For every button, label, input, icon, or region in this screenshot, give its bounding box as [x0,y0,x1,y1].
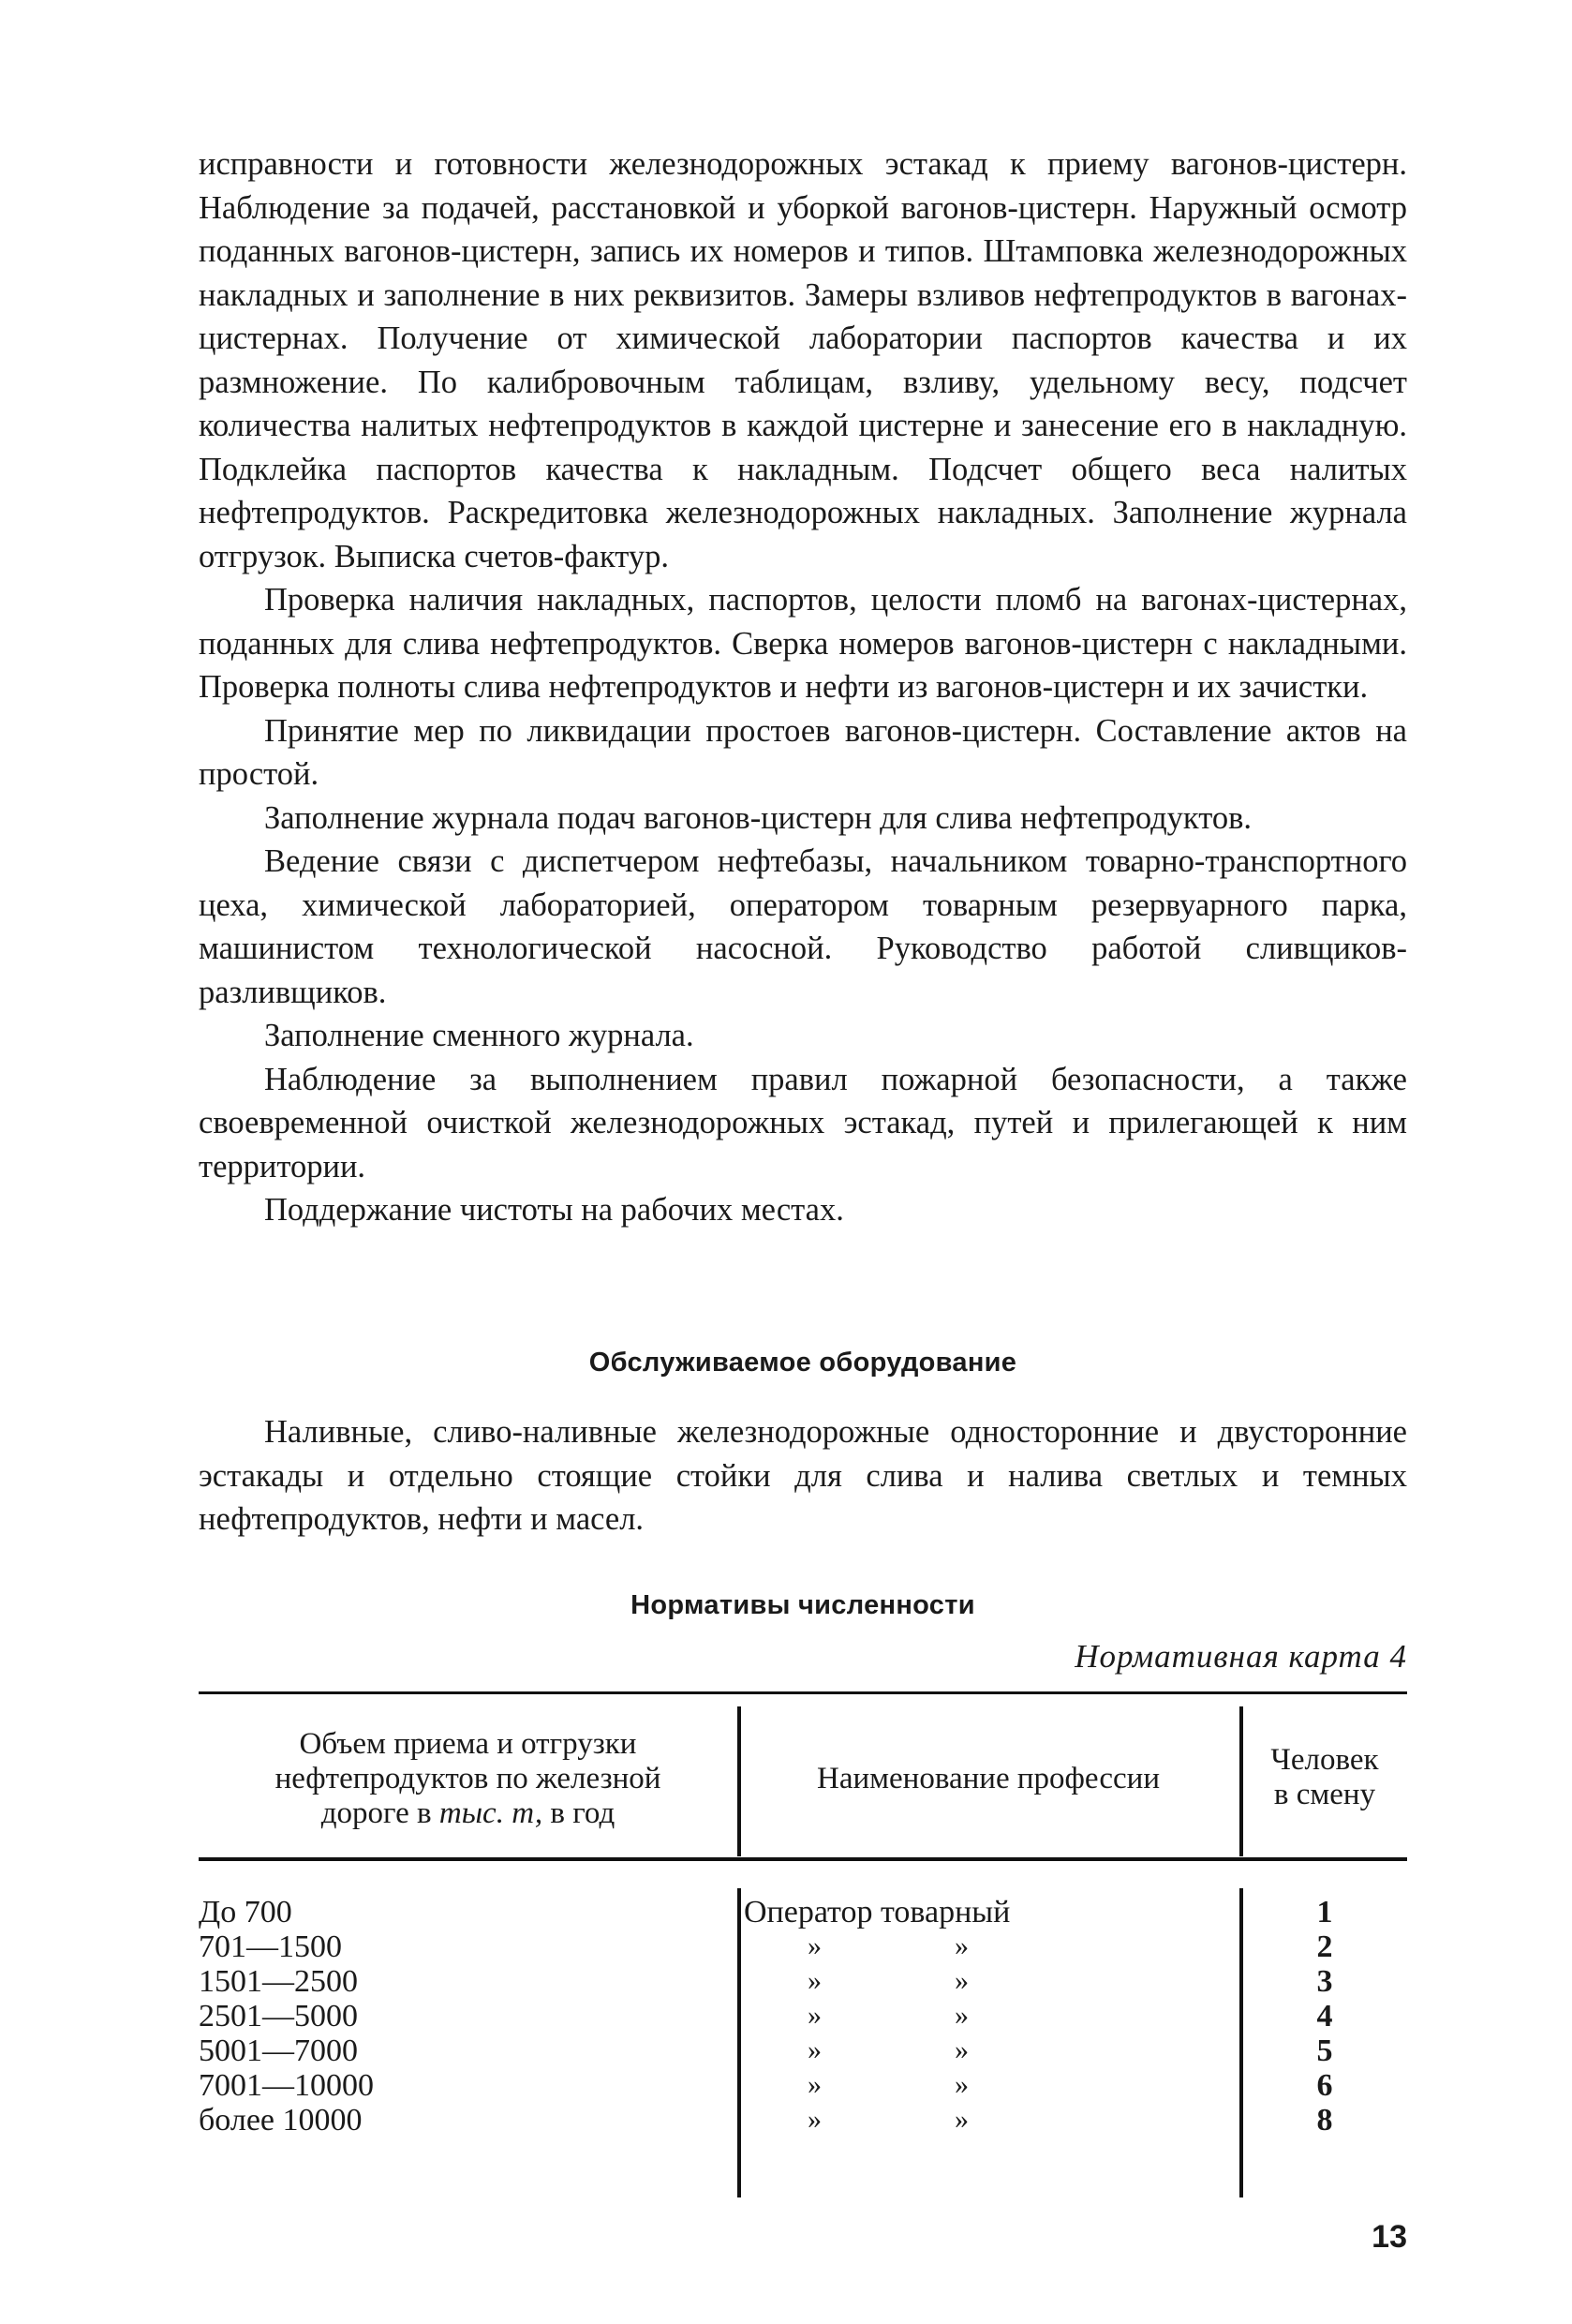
people-cell: 4 [1316,1999,1333,2034]
equipment-text: Наливные, сливо-наливные железнодорожные односторонние и двусторонние эстакады и отдельно стоящие стойки для слива и налива светлых и темных нефтепродуктов, нефти и масел. [199,1414,1407,1537]
volume-cell: 2501—5000 [199,1999,358,2034]
ditto-mark: » [955,2034,969,2065]
header-line: Объем приема и отгрузки [299,1727,637,1761]
norms-heading: Нормативы численности [630,1590,975,1620]
people-cell: 2 [1316,1929,1333,1964]
paragraph: Принятие мер по ликвидации простоев вагонов-цистерн. Составление актов на простой. [199,712,1407,792]
people-cell: 6 [1316,2068,1333,2103]
people-column-header [1242,1743,1407,1812]
volume-column-header [199,1727,737,1831]
paragraph: Проверка наличия накладных, паспортов, целости пломб на вагонах-цистернах, поданных для слива нефтепродуктов. Сверка номеров вагонов-цистерн с накладными. Проверка полноты слива нефтепродуктов и нефти из вагонов-цистерн и их зачистки. [199,582,1407,705]
norm-card-label: Нормативная карта 4 [1075,1638,1407,1675]
ditto-mark: » [955,1930,969,1961]
norms-table [199,1691,1407,2197]
paragraph: Наблюдение за выполнением правил пожарной безопасности, а также своевременной очисткой железнодорожных эстакад, путей и прилегающей к ним территории. [199,1061,1407,1184]
ditto-mark: » [808,2000,822,2031]
body-text [199,142,1407,1232]
volume-cell: 7001—10000 [199,2068,374,2103]
people-cell: 3 [1316,1964,1333,1999]
paragraph: Заполнение журнала подач вагонов-цистерн для слива нефтепродуктов. [264,799,1252,836]
table-header-rule [199,1857,1407,1861]
paragraph: Заполнение сменного журнала. [264,1018,694,1053]
people-cell: 5 [1316,2034,1333,2068]
profession-column-header: Наименование профессии [817,1762,1160,1795]
paragraph: Поддержание чистоты на рабочих местах. [264,1192,844,1228]
people-cell: 1 [1316,1895,1333,1929]
people-cell: 8 [1316,2103,1333,2138]
ditto-mark: » [808,1965,822,1996]
ditto-mark: » [955,1965,969,1996]
ditto-mark: » [955,2069,969,2100]
profession-cell: Оператор товарный [744,1895,1011,1929]
header-line: в смену [1273,1778,1376,1811]
ditto-mark: » [808,2034,822,2065]
paragraph: Ведение связи с диспетчером нефтебазы, начальником товарно-транспортного цеха, химической лабораторией, оператором товарным резервуарного парка, машинистом технологической насосной. Руководство работой сливщиков-разливщиков. [199,843,1407,1010]
paragraph: исправности и готовности железнодорожных эстакад к приему вагонов-цистерн. Наблюдение за подачей, расстановкой и уборкой вагонов-цистерн. Наружный осмотр поданных вагонов-цистерн, запись их номеров и типов. Штамповка железнодорожных накладных и заполнение в них реквизитов. Замеры взливов нефтепродуктов в вагонах-цистернах. Получение от химической лаборатории паспортов качества и их размножение. По калибровочным таблицам, взливу, удельному весу, подсчет количества налитых нефтепродуктов в каждой цистерне и занесение его в накладную. Подклейка паспортов качества к накладным. Подсчет общего веса налитых нефтепродуктов. Раскредитовка железнодорожных накладных. Заполнение журнала отгрузок. Выписка счетов-фактур. [199,146,1407,574]
header-line: Человек [1270,1743,1379,1777]
ditto-mark: » [955,2000,969,2031]
ditto-mark: » [808,1930,822,1961]
table-top-rule [199,1691,1407,1694]
volume-cell: более 10000 [199,2103,363,2138]
volume-cell: 5001—7000 [199,2034,358,2068]
volume-cell: 1501—2500 [199,1964,358,1999]
ditto-mark: » [808,2104,822,2135]
ditto-mark: » [808,2069,822,2100]
ditto-mark: » [955,2104,969,2135]
equipment-heading: Обслуживаемое оборудование [588,1348,1017,1378]
volume-cell: До 700 [199,1895,292,1929]
volume-cell: 701—1500 [199,1929,342,1964]
header-line: дороге в тыс. т, в год [320,1796,615,1830]
header-line: нефтепродуктов по железной [274,1762,661,1795]
equipment-section [199,1410,1407,1542]
column-divider [737,1888,741,2197]
page-number: 13 [1372,2219,1407,2255]
